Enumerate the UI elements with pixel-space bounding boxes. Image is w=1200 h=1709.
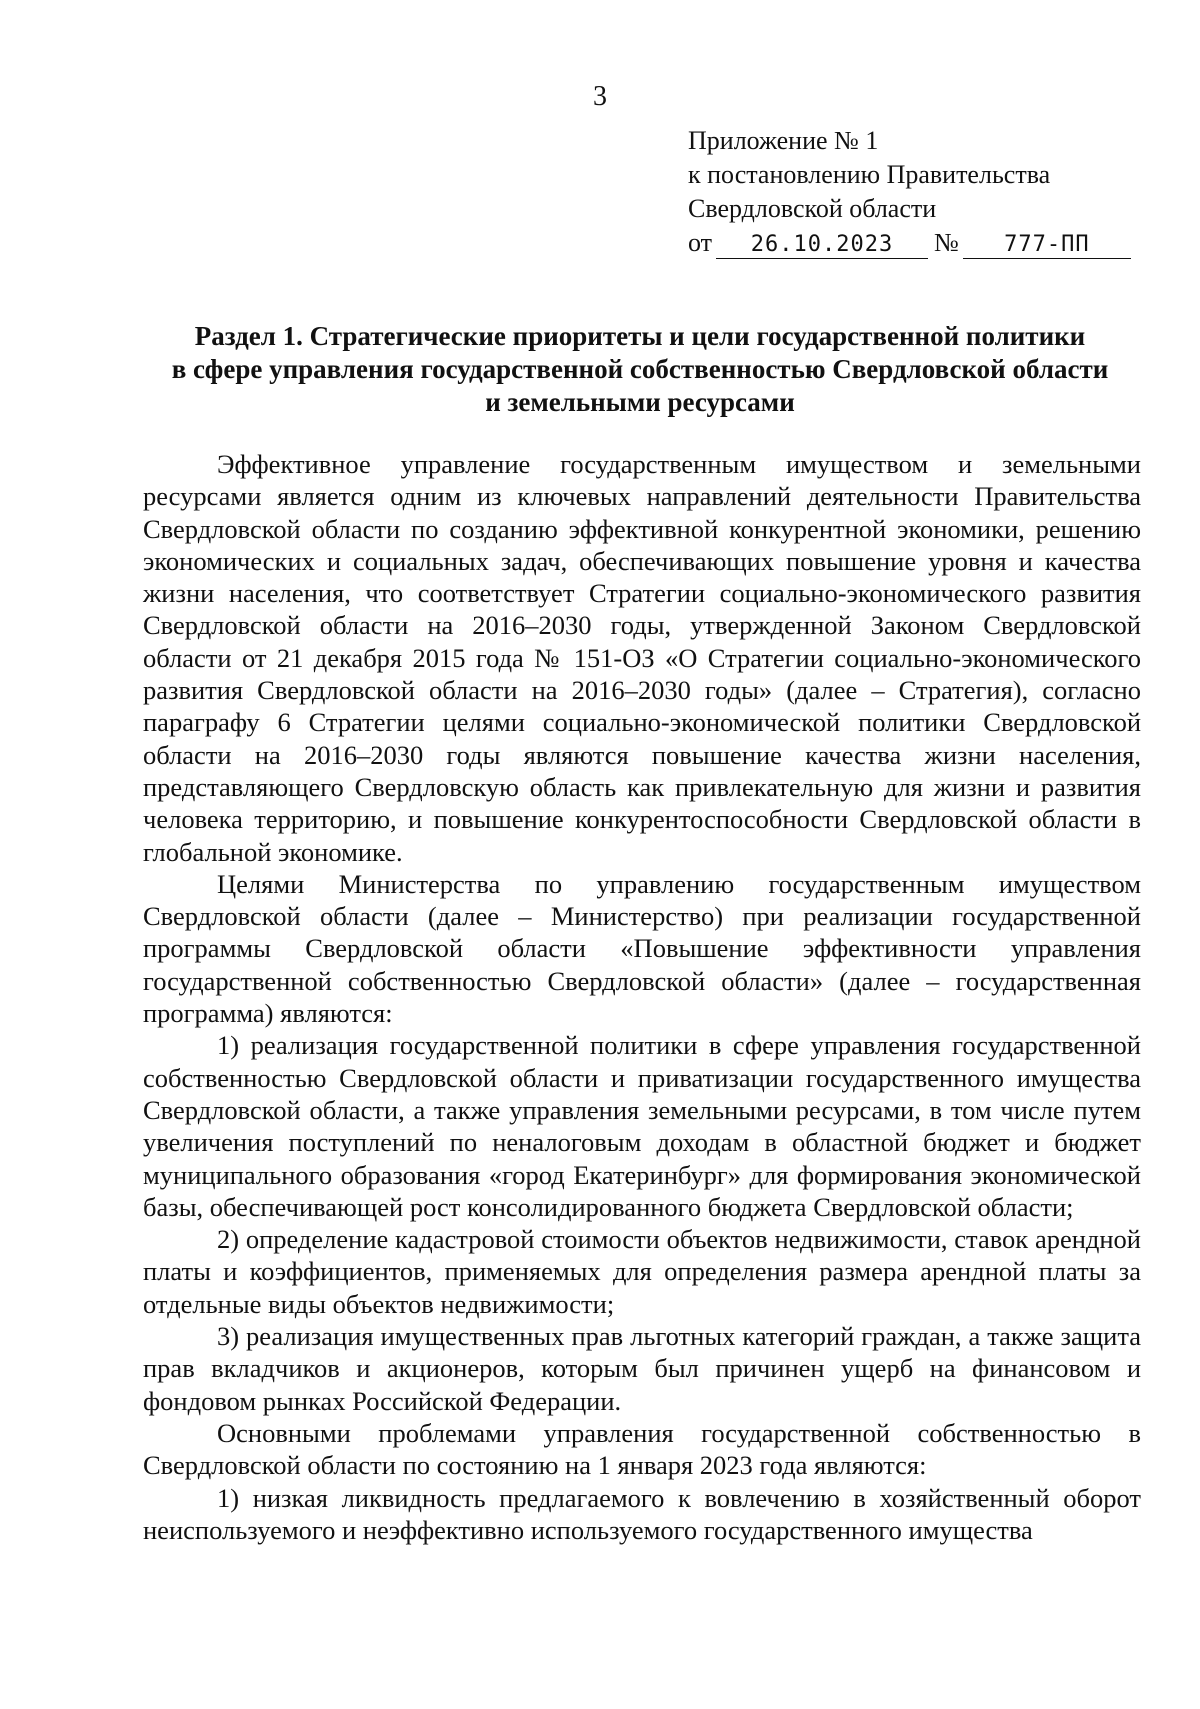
appendix-title: Приложение № 1 <box>688 126 879 155</box>
appendix-resolution-line: к постановлению Правительства <box>688 160 1051 189</box>
appendix-region-line: Свердловской области <box>688 194 937 223</box>
resolution-date: 26.10.2023 <box>716 232 928 259</box>
paragraph-goal-2: 2) определение кадастровой стоимости объектов недвижимости, ставок арендной платы и коэффициентов, применяемых для определения размера арендной платы за отдельные виды объектов недвижимости; <box>143 1224 1141 1319</box>
number-prefix: № <box>934 228 959 257</box>
body-text <box>143 448 1141 1546</box>
resolution-number: 777-ПП <box>963 232 1131 259</box>
paragraph-problems: Основными проблемами управления государственной собственностью в Свердловской области по состоянию на 1 января 2023 года являются: <box>143 1417 1141 1481</box>
section-title <box>140 320 1140 419</box>
paragraph-goal-3: 3) реализация имущественных прав льготных категорий граждан, а также защита прав вкладчиков и акционеров, которым был причинен ущерб на финансовом и фондовом рынках Российской Федерации. <box>143 1321 1141 1416</box>
section-title-line-1: Раздел 1. Стратегические приоритеты и цели государственной политики <box>194 321 1086 351</box>
section-title-line-3: и земельными ресурсами <box>485 387 795 417</box>
paragraph-intro: Эффективное управление государственным имуществом и земельными ресурсами является одним из ключевых направлений деятельности Правительства Свердловской области по созданию эффективной конкурентной экономики, решению экономических и социальных задач, обеспечивающих повышение уровня и качества жизни населения, что соответствует Стратегии социально-экономического развития Свердловской области на 2016–2030 годы, утвержденной Законом Свердловской области от 21 декабря 2015 года № 151-ОЗ «О Стратегии социально-экономического развития Свердловской области на 2016–2030 годы» (далее – Стратегия), согласно параграфу 6 Стратегии целями социально-экономической политики Свердловской области на 2016–2030 годы являются повышение качества жизни населения, представляющего Свердловскую область как привлекательную для жизни и развития человека территорию, и повышение конкурентоспособности Свердловской области в глобальной экономике. <box>143 449 1141 867</box>
section-title-line-2: в сфере управления государственной собственностью Свердловской области <box>171 354 1109 384</box>
paragraph-goals: Целями Министерства по управлению государственным имуществом Свердловской области (далее – Министерство) при реализации государственной программы Свердловской области «Повышение эффективности управления государственной собственностью Свердловской области» (далее – государственная программа) являются: <box>143 868 1141 1029</box>
paragraph-problem-1: 1) низкая ликвидность предлагаемого к вовлечению в хозяйственный оборот неиспользуемого и неэффективно используемого государственного имущества <box>143 1482 1141 1545</box>
appendix-registration-line <box>688 226 1150 260</box>
paragraph-goal-1: 1) реализация государственной политики в сфере управления государственной собственностью Свердловской области и приватизации государственного имущества Свердловской области, а также управления земельными ресурсами, в том числе путем увеличения поступлений по неналоговым доходам в областной бюджет и бюджет муниципального образования «город Екатеринбург» для формирования экономической базы, обеспечивающей рост консолидированного бюджета Свердловской области; <box>143 1030 1141 1222</box>
date-prefix: от <box>688 228 713 257</box>
appendix-block <box>688 124 1150 260</box>
page-number: 3 <box>593 81 607 112</box>
